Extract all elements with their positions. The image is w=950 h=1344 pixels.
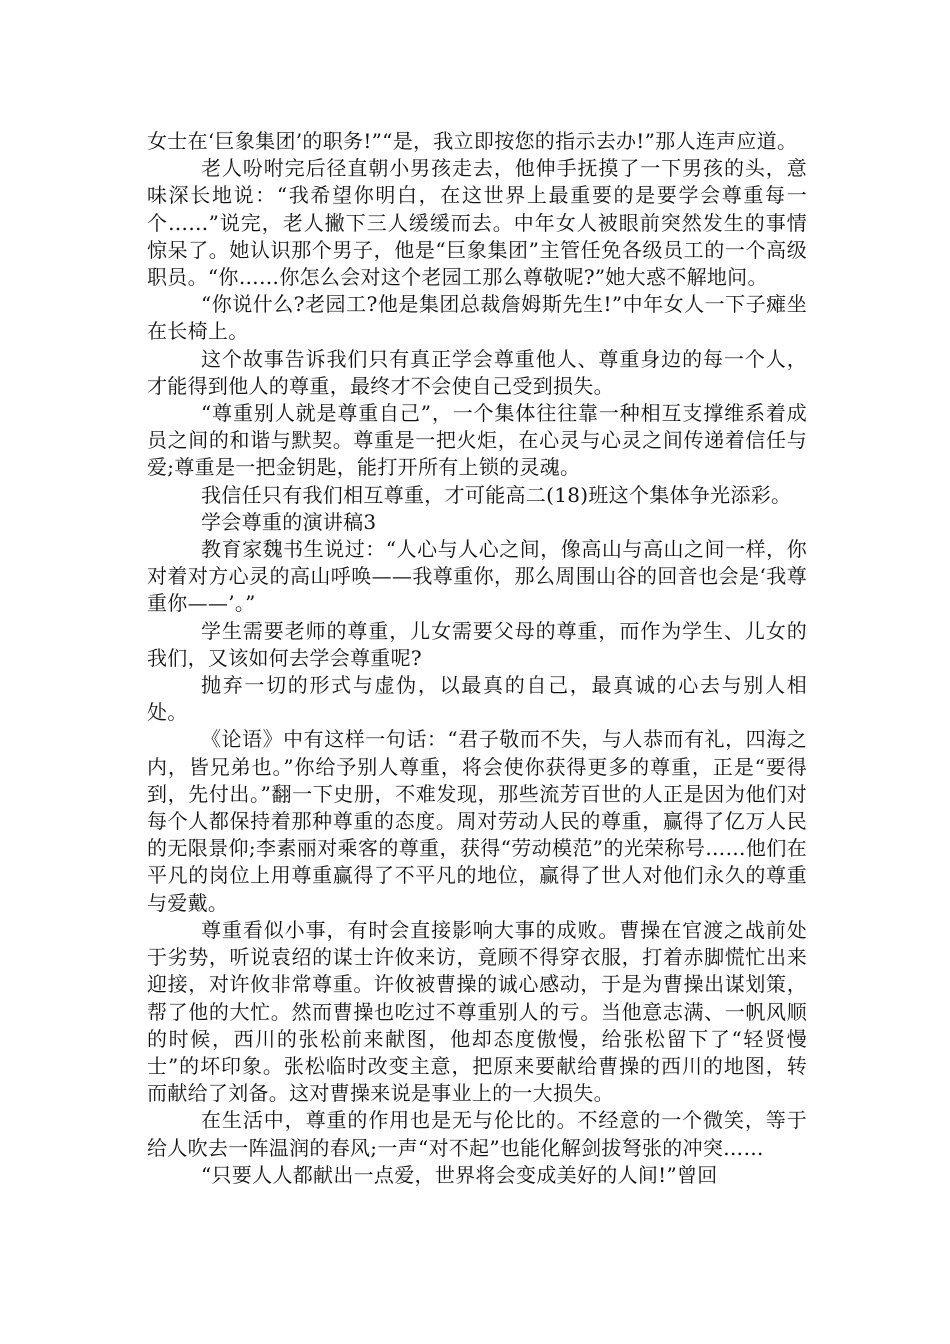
paragraph: 我信任只有我们相互尊重，才可能高二(18)班这个集体争光添彩。 xyxy=(201,482,792,507)
paragraph: 这个故事告诉我们只有真正学会尊重他人、尊重身边的每一个人，才能得到他人的尊重，最终才不会使自己受到损失。 xyxy=(147,346,807,398)
section-heading: 学会尊重的演讲稿3 xyxy=(201,509,377,534)
paragraph: 女士在‘巨象集团’的职务!”“是，我立即按您的指示去办!”那人连声应道。 xyxy=(147,129,798,153)
paragraph: “你说什么?老园工?他是集团总裁詹姆斯先生!”中年女人一下子瘫坐在长椅上。 xyxy=(147,292,807,344)
paragraph: 在生活中，尊重的作用也是无与伦比的。不经意的一个微笑，等于给人吹去一阵温润的春风;一声“对不起”也能化解剑拔弩张的冲突…… xyxy=(147,1108,807,1160)
paragraph: “只要人人都献出一点爱，世界将会变成美好的人间!”曾回 xyxy=(201,1162,718,1187)
paragraph: 老人吩咐完后径直朝小男孩走去，他伸手抚摸了一下男孩的头，意味深长地说：“我希望你明白，在这世界上最重要的是要学会尊重每一个……”说完，老人撇下三人缓缓而去。中年女人被眼前突然发生的事情惊呆了。她认识那个男子，他是“巨象集团”主管任免各级员工的一个高级职员。“你……你怎么会对这个老园工那么尊敬呢?”她大惑不解地问。 xyxy=(147,156,807,290)
paragraph: 尊重看似小事，有时会直接影响大事的成败。曹操在官渡之战前处于劣势，听说袁绍的谋士许攸来访，竟顾不得穿衣服，打着赤脚慌忙出来迎接，对许攸非常尊重。许攸被曹操的诚心感动，于是为曹操出谋划策，帮了他的大忙。然而曹操也吃过不尊重别人的亏。当他意志满、一帆风顺的时候，西川的张松前来献图，他却态度傲慢，给张松留下了“轻贤慢士”的坏印象。张松临时改变主意，把原来要献给曹操的西川的地图，转而献给了刘备。这对曹操来说是事业上的一大损失。 xyxy=(147,917,807,1106)
document-page xyxy=(147,128,807,1189)
paragraph: “尊重别人就是尊重自己”，一个集体往往靠一种相互支撑维系着成员之间的和谐与默契。尊重是一把火炬，在心灵与心灵之间传递着信任与爱;尊重是一把金钥匙，能打开所有上锁的灵魂。 xyxy=(147,401,807,480)
paragraph: 学生需要老师的尊重，儿女需要父母的尊重，而作为学生、儿女的我们，又该如何去学会尊重呢? xyxy=(147,618,807,670)
paragraph: 抛弃一切的形式与虚伪，以最真的自己，最真诚的心去与别人相处。 xyxy=(147,673,807,725)
paragraph: 《论语》中有这样一句话：“君子敬而不失，与人恭而有礼，四海之内，皆兄弟也。”你给予别人尊重，将会使你获得更多的尊重，正是“要得到，先付出。”翻一下史册，不难发现，那些流芳百世的人正是因为他们对每个人都保持着那种尊重的态度。周对劳动人民的尊重，赢得了亿万人民的无限景仰;李素丽对乘客的尊重，获得“劳动模范”的光荣称号……他们在平凡的岗位上用尊重赢得了不平凡的地位，赢得了世人对他们永久的尊重与爱戴。 xyxy=(147,727,807,915)
paragraph: 教育家魏书生说过：“人心与人心之间，像高山与高山之间一样，你对着对方心灵的高山呼唤——我尊重你，那么周围山谷的回音也会是‘我尊重你——’。” xyxy=(147,537,807,616)
